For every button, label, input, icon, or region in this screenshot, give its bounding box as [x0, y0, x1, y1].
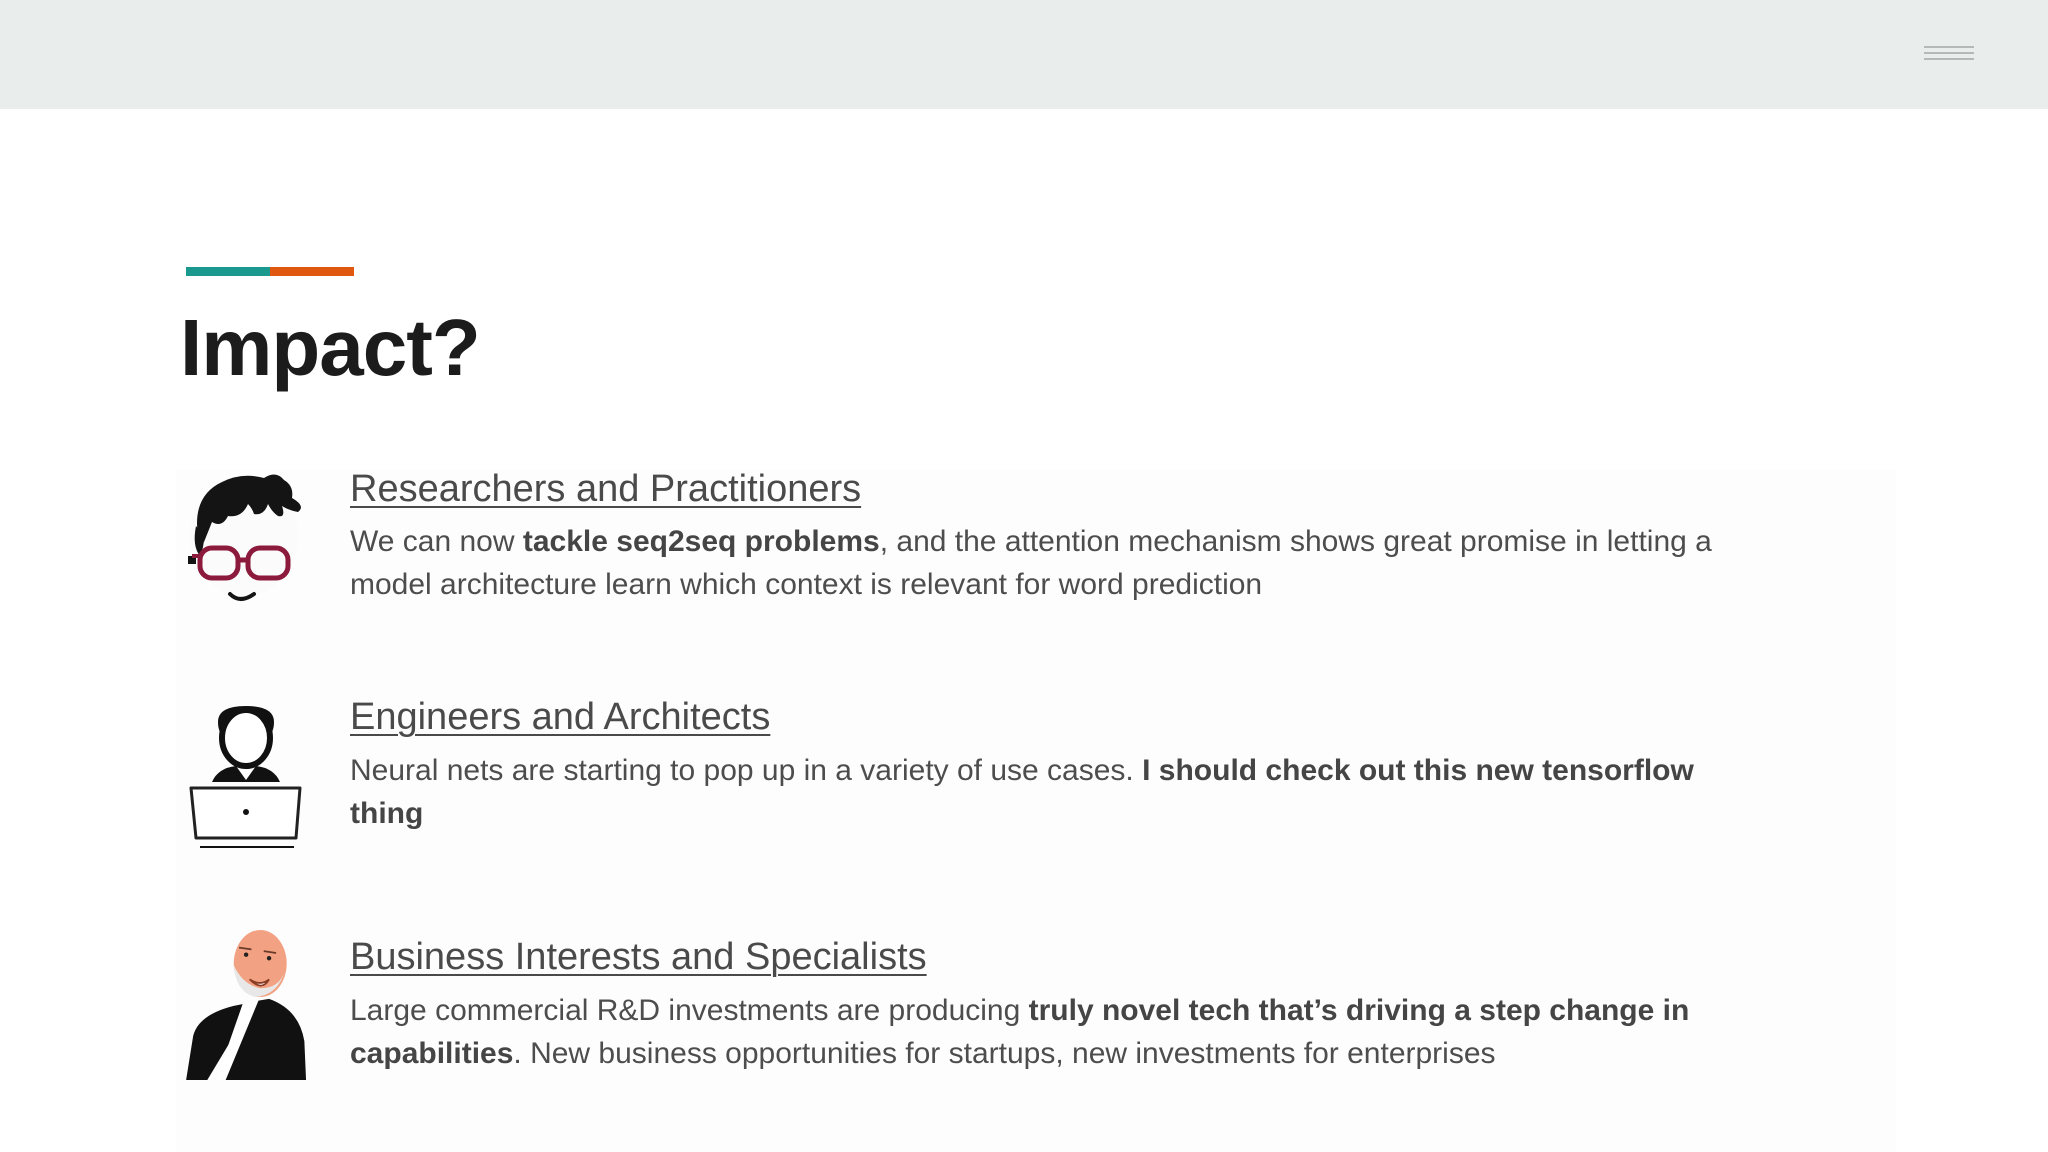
businessman-avatar-icon — [172, 930, 322, 1080]
business-text-2: . New business opportunities for startups, new investments for enterprises — [513, 1037, 1496, 1070]
researchers-description — [350, 520, 1730, 606]
researchers-heading[interactable]: Researchers and Practitioners — [350, 468, 862, 510]
business-description — [350, 989, 1730, 1075]
business-heading[interactable]: Business Interests and Specialists — [350, 936, 927, 978]
accent-orange-segment — [270, 267, 354, 276]
top-bar — [0, 0, 2048, 109]
researchers-text-bold: tackle seq2seq problems — [522, 525, 880, 558]
engineers-text-1: Neural nets are starting to pop up in a variety of use cases. — [350, 754, 1143, 787]
engineers-text-bold: I should check out this new tensorflow thing — [350, 754, 1694, 830]
business-text-1: Large commercial R&D investments are producing — [350, 994, 1029, 1027]
accent-teal-segment — [186, 267, 270, 276]
engineers-description — [350, 749, 1730, 835]
engineers-heading[interactable]: Engineers and Architects — [350, 696, 771, 738]
researchers-text-2: , and the attention mechanism shows great promise in letting a model architecture learn which context is relevant for word prediction — [350, 525, 1712, 601]
slide-title: Impact? — [180, 303, 480, 392]
researcher-avatar-icon — [172, 456, 322, 606]
engineer-laptop-icon — [172, 698, 322, 848]
researchers-text-1: We can now — [350, 525, 523, 558]
business-text-bold: truly novel tech that’s driving a step change in capabilities — [350, 994, 1690, 1070]
hamburger-menu-icon[interactable] — [1924, 46, 1976, 66]
